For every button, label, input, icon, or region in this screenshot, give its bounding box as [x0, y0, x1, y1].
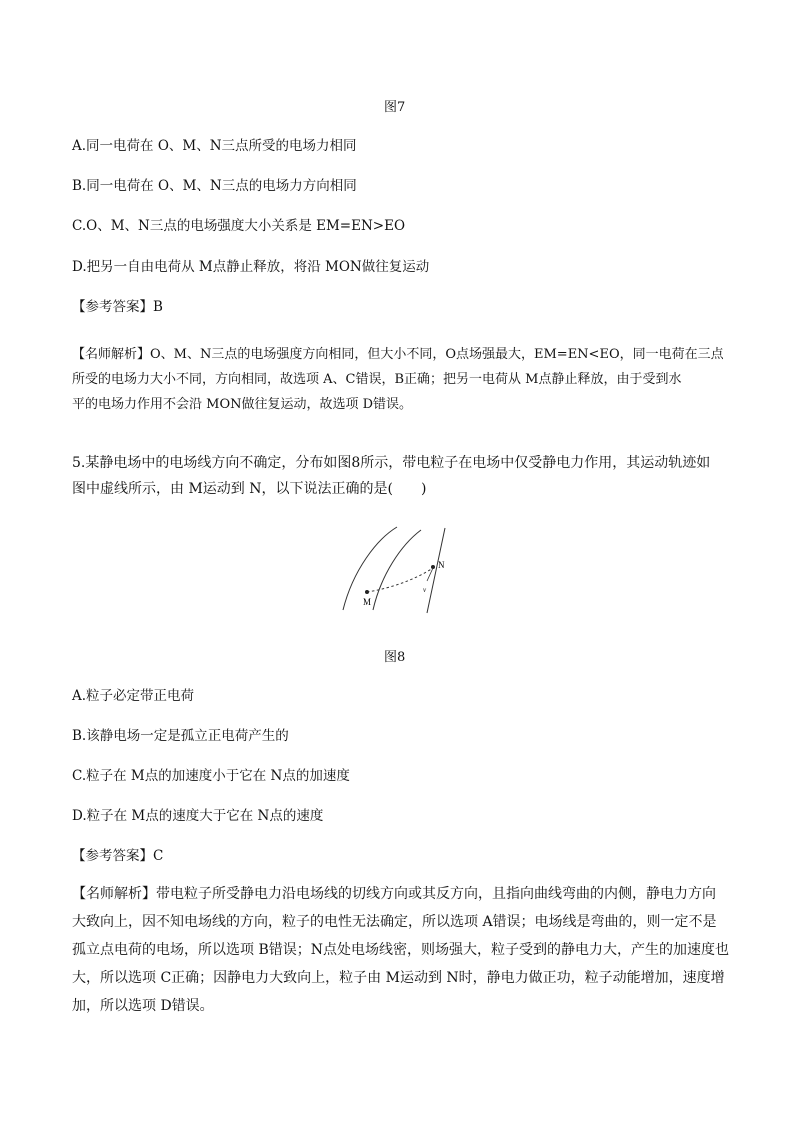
- q5-option-d: D.粒子在 M点的速度大于它在 N点的速度: [72, 808, 324, 824]
- q4-analysis-line: 所受的电场力大小不同，方向相同，故选项 A、C错误，B正确；把另一电荷从 M点静止释放，由于受到水: [72, 372, 682, 387]
- q4-analysis-line: 平的电场力作用不会沿 MON做往复运动，故选项 D错误。: [72, 397, 413, 412]
- q5-stem-line: 5.某静电场中的电场线方向不确定，分布如图8所示，带电粒子在电场中仅受静电力作用，其运动轨迹如: [72, 455, 711, 471]
- q5-analysis-line: 【名师解析】带电粒子所受静电力沿电场线的切线方向或其反方向，且指向曲线弯曲的内侧，静电力方向: [72, 886, 716, 902]
- q5-analysis-line: 大，所以选项 C正确；因静电力大致向上，粒子由 M运动到 N时，静电力做正功，粒子动能增加，速度增: [72, 970, 725, 986]
- q4-analysis: [72, 342, 732, 417]
- q5-analysis-line: 孤立点电荷的电场，所以选项 B错误；N点处电场线密，则场强大，粒子受到的静电力大，产生的加速度也: [72, 942, 729, 958]
- label-v: v: [423, 586, 427, 594]
- q4-analysis-line: 【名师解析】O、M、N三点的电场强度方向相同，但大小不同，O点场强最大，EM=EN<EO，同一电荷在三点: [72, 347, 724, 362]
- q4-answer: 【参考答案】B: [72, 299, 163, 315]
- q5-analysis-line: 加，所以选项 D错误。: [72, 998, 214, 1014]
- q4-option-d: D.把另一自由电荷从 M点静止释放，将沿 MON做往复运动: [72, 259, 430, 275]
- q5-option-c: C.粒子在 M点的加速度小于它在 N点的加速度: [72, 768, 350, 784]
- q4-option-b: B.同一电荷在 O、M、N三点的电场力方向相同: [72, 178, 357, 194]
- label-n: N: [438, 560, 445, 570]
- point-m: [365, 590, 369, 594]
- q4-option-a: A.同一电荷在 O、M、N三点所受的电场力相同: [72, 138, 357, 154]
- q5-analysis-line: 大致向上，因不知电场线的方向，粒子的电性无法确定，所以选项 A错误；电场线是弯曲的，则一定不是: [72, 914, 717, 930]
- q5-stem: [72, 450, 732, 502]
- q5-stem-line: 图中虚线所示，由 M运动到 N，以下说法正确的是( ): [72, 481, 427, 497]
- label-m: M: [363, 597, 372, 607]
- field-line: [373, 530, 421, 610]
- q5-answer: 【参考答案】C: [72, 848, 164, 864]
- figure-7-caption: 图7: [384, 100, 406, 115]
- field-lines-figure: [335, 525, 465, 615]
- q4-option-c: C.O、M、N三点的电场强度大小关系是 EM=EN>EO: [72, 218, 406, 234]
- q5-option-b: B.该静电场一定是孤立正电荷产生的: [72, 728, 289, 744]
- figure-8-caption: 图8: [384, 650, 406, 665]
- q5-option-a: A.粒子必定带正电荷: [72, 688, 195, 704]
- q5-analysis: [72, 880, 732, 1020]
